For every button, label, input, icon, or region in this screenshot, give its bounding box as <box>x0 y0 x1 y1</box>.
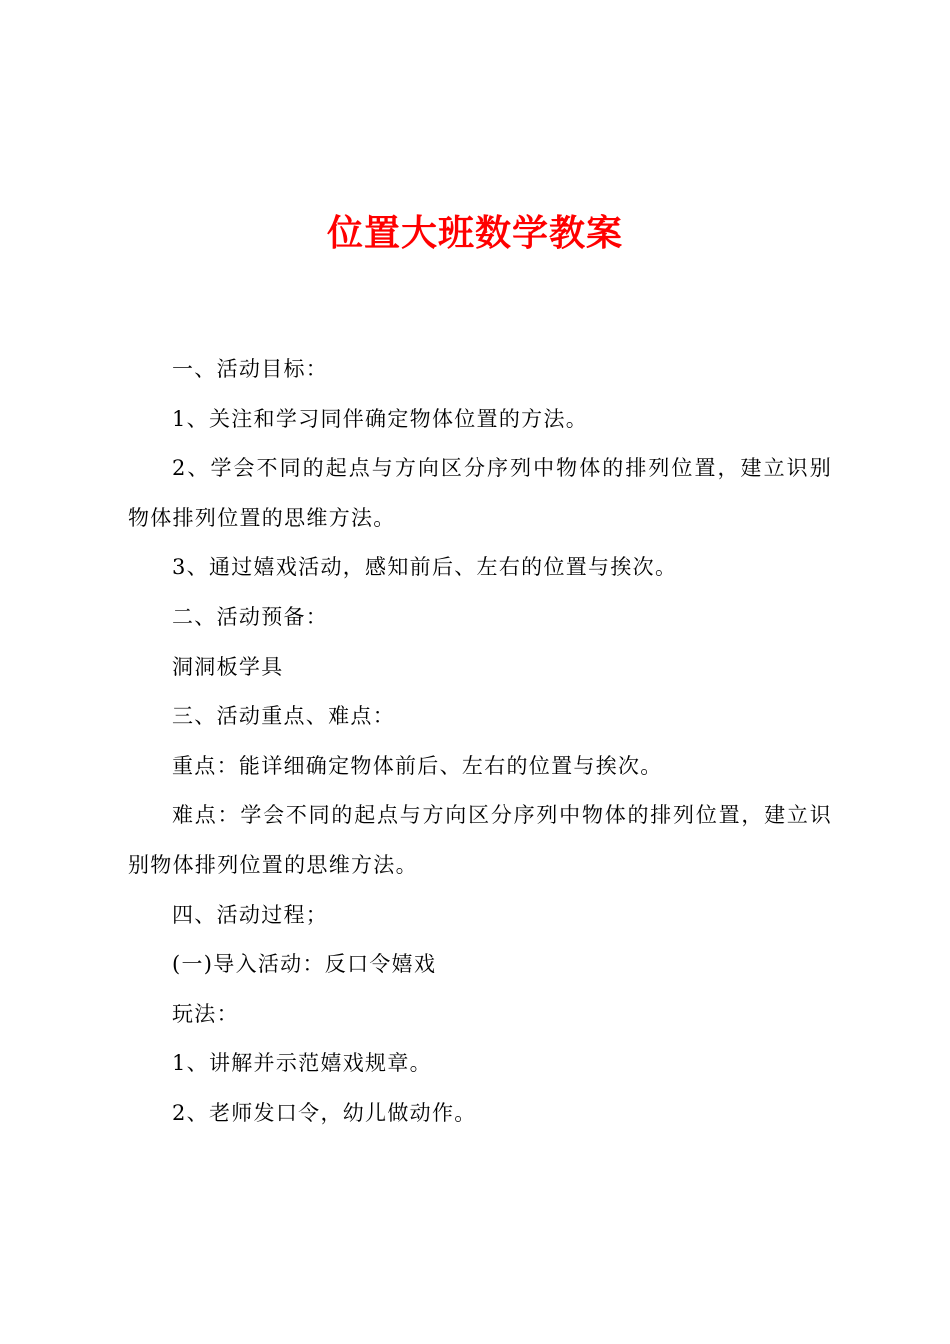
document-body <box>128 345 832 1139</box>
paragraph-section-1-heading: 一、活动目标： <box>172 357 329 381</box>
paragraph-section-2-heading: 二、活动预备： <box>172 604 329 629</box>
paragraph-materials: 洞洞板学具 <box>172 654 284 679</box>
paragraph-rule-2: 2、老师发口令，幼儿做动作。 <box>172 1100 477 1125</box>
paragraph-how-to-play: 玩法： <box>172 1001 239 1026</box>
paragraph-rule-1: 1、讲解并示范嬉戏规章。 <box>172 1051 432 1076</box>
document-title: 位置大班数学教案 <box>326 212 623 254</box>
paragraph-difficulty: 难点：学会不同的起点与方向区分序列中物体的排列位置，建立识别物体排列位置的思维方法。 <box>128 803 832 877</box>
paragraph-goal-2: 2、学会不同的起点与方向区分序列中物体的排列位置，建立识别物体排列位置的思维方法。 <box>128 456 832 530</box>
paragraph-goal-1: 1、关注和学习同伴确定物体位置的方法。 <box>172 406 589 431</box>
paragraph-goal-3: 3、通过嬉戏活动，感知前后、左右的位置与挨次。 <box>172 555 678 580</box>
paragraph-section-3-heading: 三、活动重点、难点： <box>172 704 395 729</box>
paragraph-intro-activity: (一)导入活动：反口令嬉戏 <box>172 952 437 977</box>
paragraph-section-4-heading: 四、活动过程； <box>172 902 329 927</box>
paragraph-key-point: 重点：能详细确定物体前后、左右的位置与挨次。 <box>172 753 663 778</box>
